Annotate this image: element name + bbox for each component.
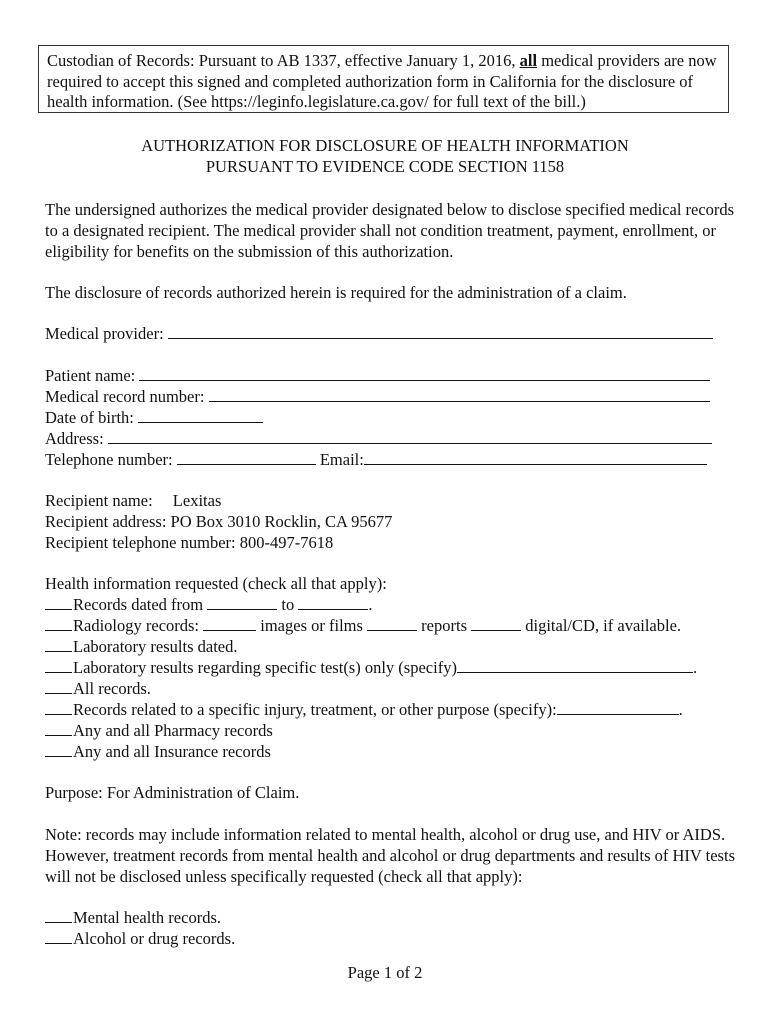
digital-field[interactable] [471,616,521,631]
radiology-option [45,615,681,636]
health-info-heading: Health information requested (check all that apply): [45,574,387,593]
recipient-name-value: Lexitas [172,491,222,510]
lab-dated-option [45,636,237,657]
notice-text-a: Custodian of Records: Pursuant to AB 1337, effective January 1, 2016, [47,51,520,70]
records-from-field[interactable] [207,595,277,610]
lab-dated-checkbox[interactable] [45,637,72,652]
telephone-field[interactable] [177,450,316,465]
date-of-birth-field[interactable] [138,408,263,423]
lab-dated-label: Laboratory results dated. [73,637,238,656]
recipient-address-row [45,511,392,532]
reports-field[interactable] [367,616,417,631]
specific-injury-period: . [678,700,683,719]
mental-health-checkbox[interactable] [45,908,72,923]
recipient-address-value: PO Box 3010 Rocklin, CA 95677 [170,512,393,531]
intro-paragraph: The undersigned authorizes the medical provider designated below to disclose specified medical records to a designated recipient. The medical provider shall not condition treatment, payment, enrollment, or eligibility for benefits on the submission of this authorization. [45,200,735,261]
address-label: Address: [45,429,104,448]
specific-injury-field[interactable] [557,700,679,715]
records-to-field[interactable] [298,595,368,610]
patient-name-label: Patient name: [45,366,136,385]
medical-record-number-row [45,386,710,407]
records-period: . [368,595,373,614]
lab-specific-option [45,657,697,678]
notice-emphasis: all [519,51,538,70]
patient-name-field[interactable] [139,366,710,381]
purpose-statement: Purpose: For Administration of Claim. [45,783,300,802]
pharmacy-checkbox[interactable] [45,721,72,736]
recipient-name-label: Recipient name: [45,491,153,510]
medical-provider-field[interactable] [168,324,713,339]
records-dated-option [45,594,372,615]
address-row [45,428,712,449]
records-to-label: to [281,595,295,614]
medical-record-number-field[interactable] [209,387,710,402]
telephone-email-row [45,449,707,470]
note-paragraph: Note: records may include information related to mental health, alcohol or drug use, and HIV or AIDS. However, treatment records from mental health and alcohol or drug departments and results of HIV tests will not be disclosed unless specifically requested (check all that apply): [45,825,735,886]
alcohol-drug-option [45,928,235,949]
date-of-birth-label: Date of birth: [45,408,134,427]
recipient-address-label: Recipient address: [45,512,167,531]
lab-specific-field[interactable] [457,658,693,673]
images-field[interactable] [203,616,256,631]
specific-injury-option [45,699,683,720]
radiology-label: Radiology records: [73,616,200,635]
pharmacy-label: Any and all Pharmacy records [73,721,273,740]
recipient-phone-row [45,532,333,553]
medical-record-number-label: Medical record number: [45,387,205,406]
address-field[interactable] [108,429,712,444]
ab1337-notice-box [38,45,729,113]
reports-label: reports [421,616,467,635]
medical-provider-row [45,323,713,344]
insurance-checkbox[interactable] [45,742,72,757]
email-label: Email: [319,450,364,469]
page-number: Page 1 of 2 [347,963,423,982]
radiology-checkbox[interactable] [45,616,72,631]
specific-injury-label: Records related to a specific injury, treatment, or other purpose (specify): [73,700,557,719]
recipient-phone-value: 800-497-7618 [239,533,334,552]
medical-provider-label: Medical provider: [45,324,164,343]
records-dated-checkbox[interactable] [45,595,72,610]
required-statement: The disclosure of records authorized herein is required for the administration of a claim. [45,283,627,302]
patient-name-row [45,365,710,386]
lab-specific-label: Laboratory results regarding specific test(s) only (specify) [73,658,457,677]
alcohol-drug-label: Alcohol or drug records. [73,929,236,948]
images-label: images or films [260,616,363,635]
all-records-option [45,678,151,699]
all-records-label: All records. [73,679,151,698]
mental-health-option [45,907,221,928]
email-field[interactable] [364,450,707,465]
all-records-checkbox[interactable] [45,679,72,694]
lab-specific-checkbox[interactable] [45,658,72,673]
date-of-birth-row [45,407,263,428]
form-title-line-2: PURSUANT TO EVIDENCE CODE SECTION 1158 [205,157,565,176]
recipient-phone-label: Recipient telephone number: [45,533,236,552]
mental-health-label: Mental health records. [73,908,221,927]
recipient-name-row [45,490,221,511]
pharmacy-option [45,720,273,741]
specific-injury-checkbox[interactable] [45,700,72,715]
insurance-option [45,741,271,762]
telephone-label: Telephone number: [45,450,173,469]
notice-text-b: medical providers are now required to accept this signed and completed authorization form in California for the disclosure of health information. (See https://leginfo.legislature.ca.gov/ for full text of the bill.) [47,51,717,111]
insurance-label: Any and all Insurance records [73,742,271,761]
records-dated-label: Records dated from [73,595,204,614]
alcohol-drug-checkbox[interactable] [45,929,72,944]
form-title-line-1: AUTHORIZATION FOR DISCLOSURE OF HEALTH INFORMATION [141,136,629,155]
digital-label: digital/CD, if available. [525,616,682,635]
lab-specific-period: . [692,658,698,677]
